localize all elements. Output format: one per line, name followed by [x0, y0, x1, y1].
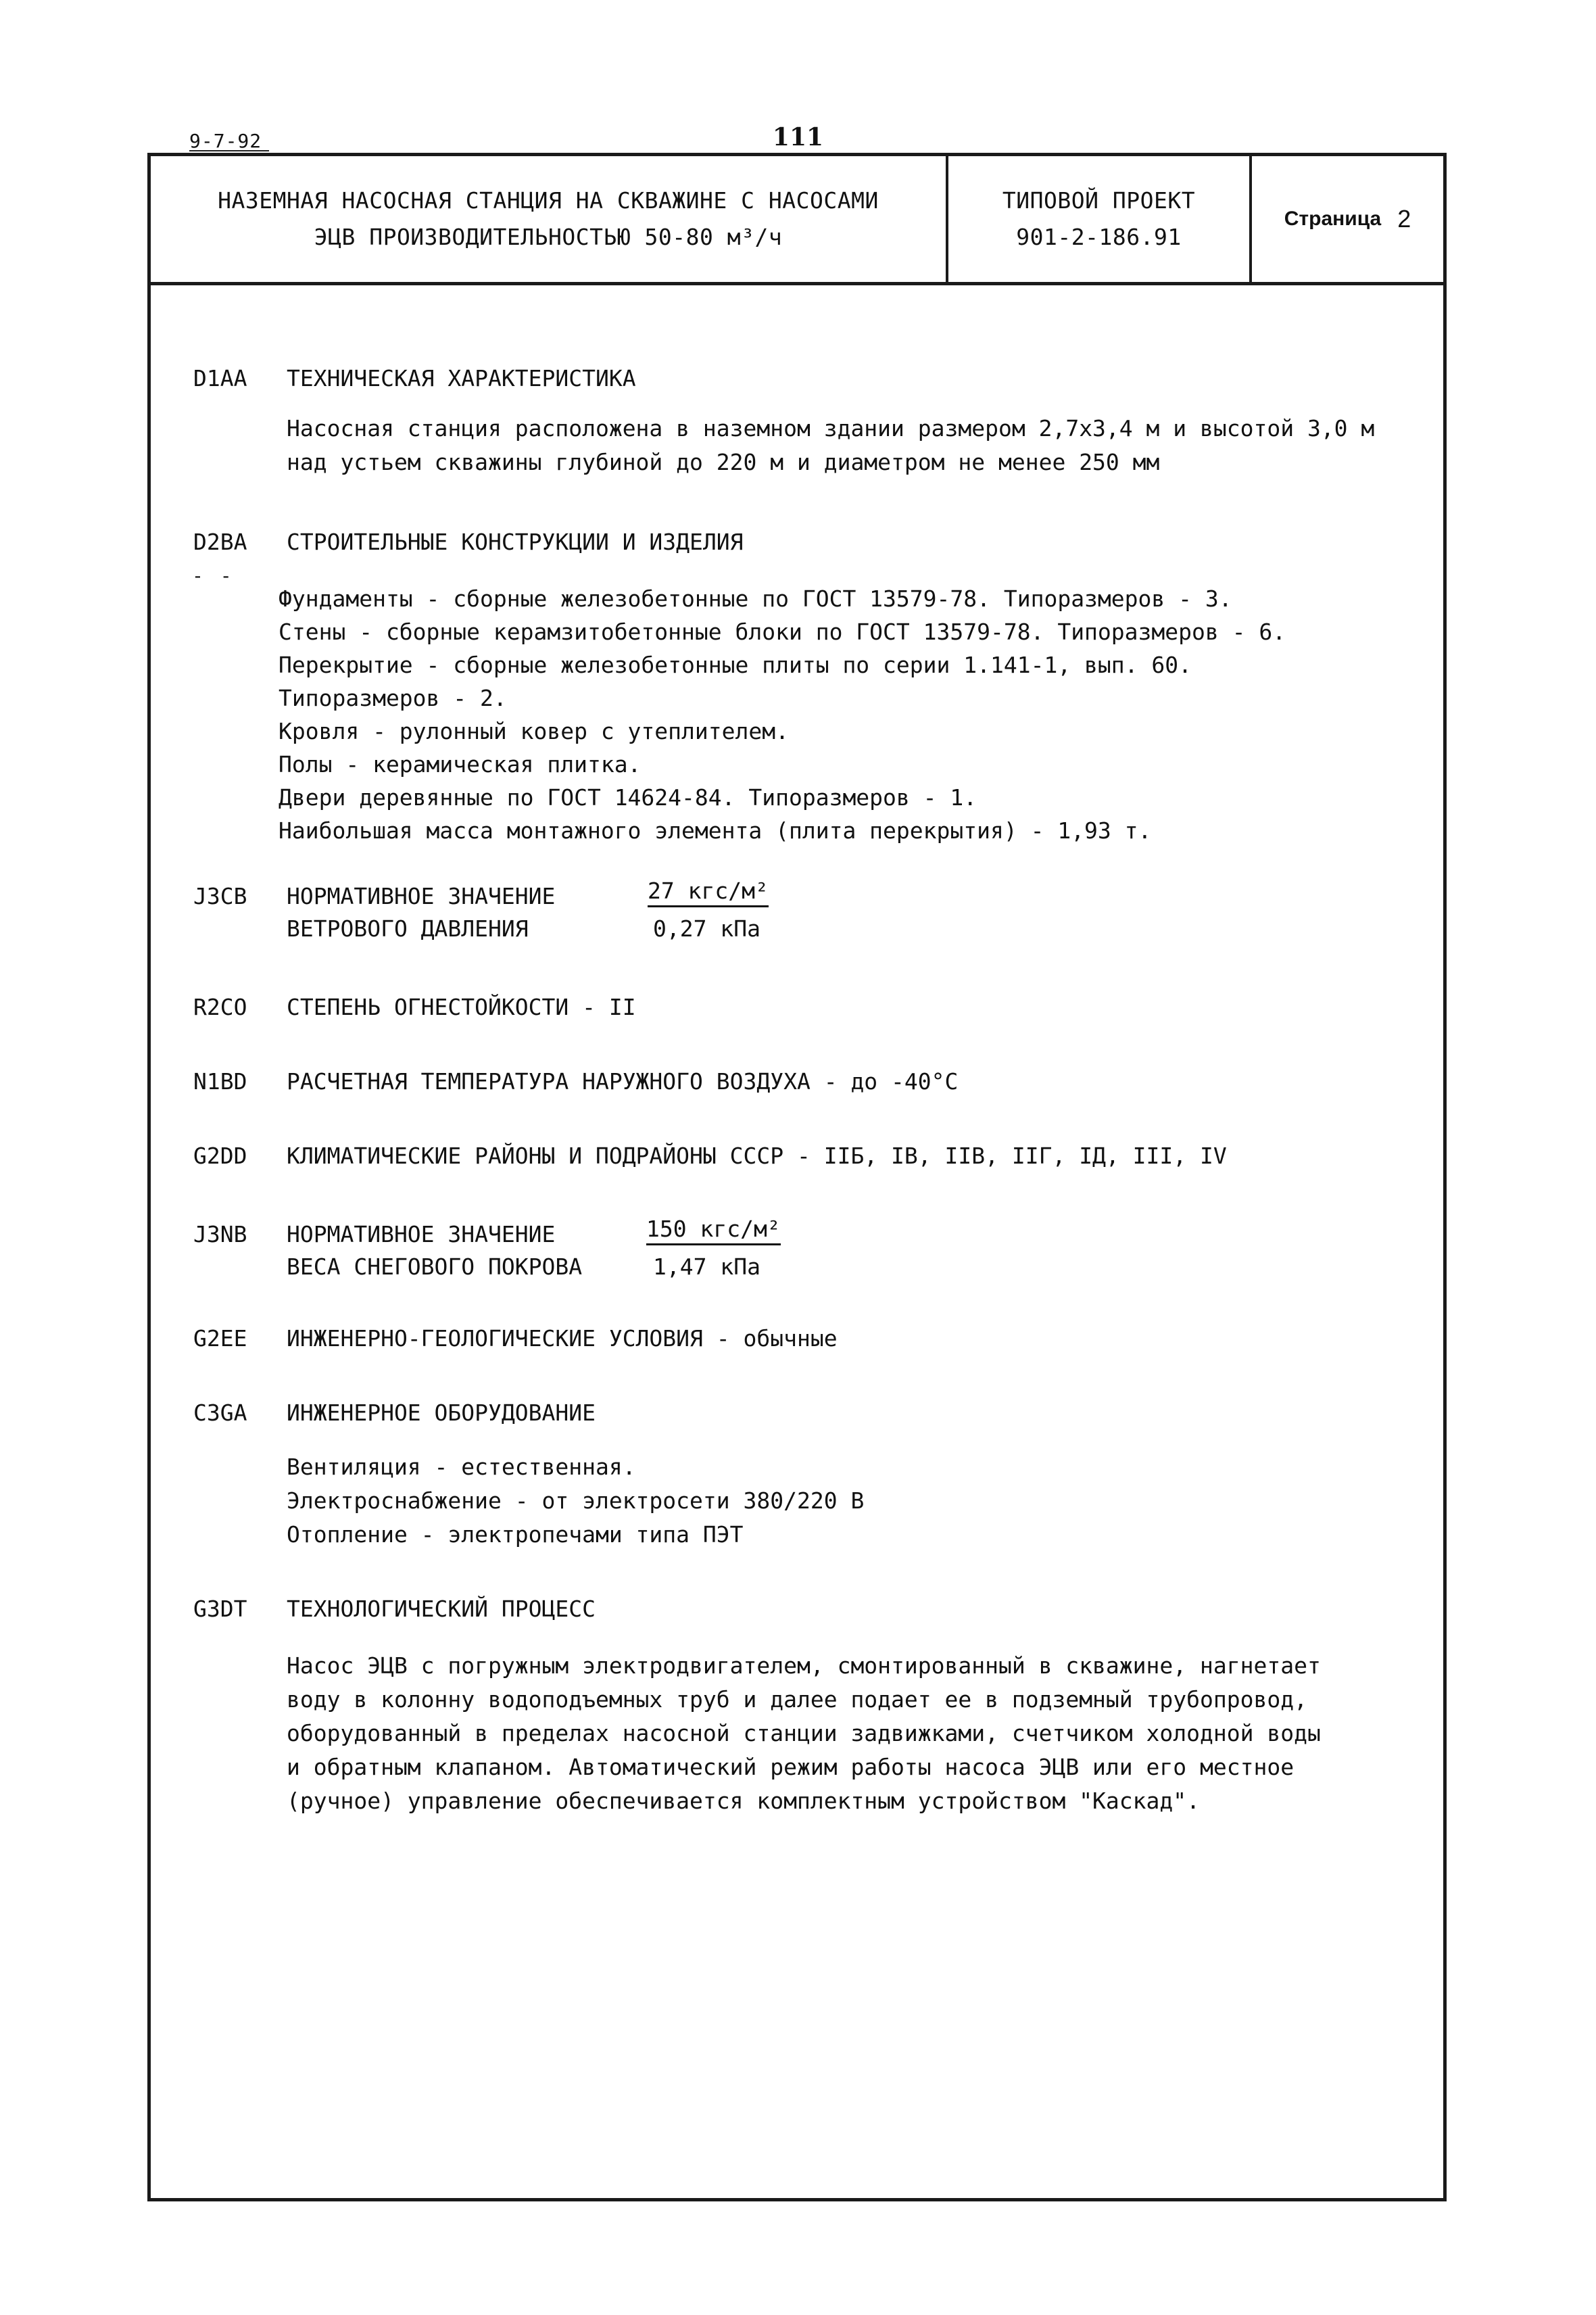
snow-load-value: 150 кгс/м²	[646, 1216, 781, 1245]
wind-pressure-value: 27 кгс/м²	[648, 878, 769, 907]
section-code: J3CB	[193, 883, 247, 909]
body-line: воду в колонну водоподъемных труб и далее подает ее в подземный трубопровод,	[287, 1686, 1307, 1713]
section-code: G2DD	[193, 1143, 247, 1169]
section-code: G2EE	[193, 1325, 247, 1352]
body-line: Типоразмеров - 2.	[279, 685, 507, 711]
document-code: 9-7-92	[189, 130, 262, 152]
section-heading: РАСЧЕТНАЯ ТЕМПЕРАТУРА НАРУЖНОГО ВОЗДУХА - до -40°С	[287, 1068, 959, 1095]
page-cell	[1252, 156, 1443, 282]
snow-load-kpa: 1,47 кПа	[653, 1254, 760, 1280]
section-code: R2CO	[193, 994, 247, 1020]
title-cell	[151, 156, 948, 282]
section-heading-line-2: ВЕСА СНЕГОВОГО ПОКРОВА	[287, 1254, 583, 1280]
body-line: Полы - керамическая плитка.	[279, 751, 642, 778]
section-heading: КЛИМАТИЧЕСКИЕ РАЙОНЫ И ПОДРАЙОНЫ СССР - IIБ, IВ, IIВ, IIГ, IД, III, IV	[287, 1143, 1227, 1169]
body-line: Перекрытие - сборные железобетонные плиты по серии 1.141-1, вып. 60.	[279, 652, 1192, 678]
section-heading: НОРМАТИВНОЕ ЗНАЧЕНИЕ	[287, 1221, 556, 1247]
page-label: Страница	[1284, 208, 1382, 230]
page-number: 111	[772, 123, 824, 151]
body-line: над устьем скважины глубиной до 220 м и диаметром не менее 250 мм	[287, 449, 1160, 475]
body-line: Двери деревянные по ГОСТ 14624-84. Типоразмеров - 1.	[279, 784, 977, 811]
body-line: Наибольшая масса монтажного элемента (плита перекрытия) - 1,93 т.	[279, 817, 1152, 844]
section-heading-line-2: ВЕТРОВОГО ДАВЛЕНИЯ	[287, 915, 529, 942]
section-heading: ТЕХНОЛОГИЧЕСКИЙ ПРОЦЕСС	[287, 1596, 596, 1622]
title-line-2: ЭЦВ ПРОИЗВОДИТЕЛЬНОСТЬЮ 50-80 м³/ч	[314, 224, 783, 250]
section-code: J3NB	[193, 1221, 247, 1247]
project-label: ТИПОВОЙ ПРОЕКТ	[1002, 187, 1196, 214]
section-heading: ИНЖЕНЕРНОЕ ОБОРУДОВАНИЕ	[287, 1400, 596, 1426]
title-line-1: НАЗЕМНАЯ НАСОСНАЯ СТАНЦИЯ НА СКВАЖИНЕ С НАСОСАМИ	[218, 187, 879, 214]
title-block	[151, 156, 1443, 285]
body-line: Стены - сборные керамзитобетонные блоки по ГОСТ 13579-78. Типоразмеров - 6.	[279, 619, 1286, 645]
body-line: Насосная станция расположена в наземном здании размером 2,7х3,4 м и высотой 3,0 м	[287, 415, 1375, 441]
body-line: Электроснабжение - от электросети 380/220 В	[287, 1487, 865, 1514]
page-value: 2	[1397, 205, 1411, 233]
project-cell	[948, 156, 1252, 282]
section-code: G3DT	[193, 1596, 247, 1622]
wind-pressure-kpa: 0,27 кПа	[653, 915, 760, 942]
section-code: D1AA	[193, 365, 247, 391]
section-heading: ТЕХНИЧЕСКАЯ ХАРАКТЕРИСТИКА	[287, 365, 636, 391]
section-code: C3GA	[193, 1400, 247, 1426]
body-line: Насос ЭЦВ с погружным электродвигателем, смонтированный в скважине, нагнетает	[287, 1652, 1321, 1679]
body-line: Отопление - электропечами типа ПЭТ	[287, 1521, 744, 1548]
body-line: и обратным клапаном. Автоматический режим работы насоса ЭЦВ или его местное	[287, 1754, 1295, 1780]
body-line: Фундаменты - сборные железобетонные по ГОСТ 13579-78. Типоразмеров - 3.	[279, 586, 1232, 612]
section-heading: НОРМАТИВНОЕ ЗНАЧЕНИЕ	[287, 883, 556, 909]
section-heading: ИНЖЕНЕРНО-ГЕОЛОГИЧЕСКИЕ УСЛОВИЯ - обычные	[287, 1325, 838, 1352]
section-code: N1BD	[193, 1068, 247, 1095]
section-heading: СТЕПЕНЬ ОГНЕСТОЙКОСТИ - II	[287, 994, 636, 1020]
body-line: Вентиляция - естественная.	[287, 1454, 636, 1480]
body-line: Кровля - рулонный ковер с утеплителем.	[279, 718, 789, 744]
section-code: D2BA	[193, 529, 247, 555]
project-number: 901-2-186.91	[1016, 224, 1182, 250]
body-line: оборудованный в пределах насосной станции задвижками, счетчиком холодной воды	[287, 1720, 1321, 1746]
section-heading: СТРОИТЕЛЬНЫЕ КОНСТРУКЦИИ И ИЗДЕЛИЯ	[287, 529, 744, 555]
body-line: (ручное) управление обеспечивается комплектным устройством "Каскад".	[287, 1788, 1201, 1814]
margin-mark: - -	[192, 565, 235, 587]
